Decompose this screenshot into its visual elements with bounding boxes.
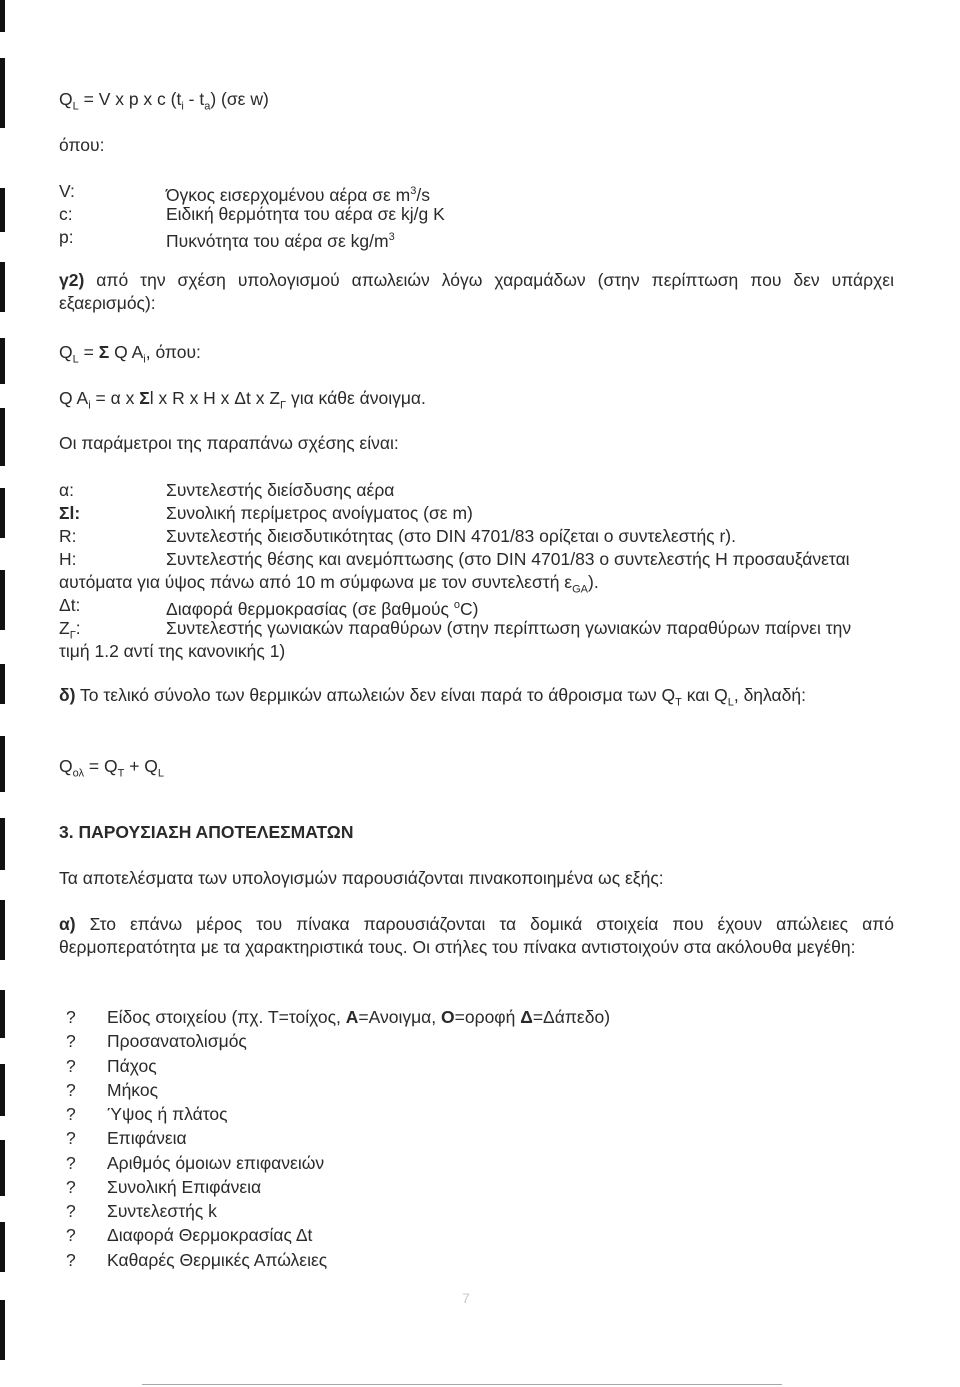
formula-crack-loss-sum: $Q_L = \Sigma$ Q $A_i$, όπου: [59, 342, 201, 366]
bullet-icon: ? [66, 1225, 76, 1245]
list-item: ? Είδος στοιχείου (πχ. Τ=τοίχος, Α=Ανοιγμα, Ο=οροφή Δ=Δάπεδο) [66, 1007, 611, 1027]
bullet-icon: ? [66, 1056, 76, 1076]
bullet-icon: ? [66, 1080, 76, 1100]
parameter-row-alpha: α: Συντελεστής διείσδυσης αέρα [59, 480, 395, 500]
formula-ventilation-loss: $Q_L = V$ x p x c $(t_i - t_a)$ (σε w) [59, 89, 269, 113]
parameter-row-sigma-l: Σl: Συνολική περίμετρος ανοίγματος (σε m) [59, 503, 473, 523]
page-number: 7 [462, 1290, 470, 1306]
definition-text: Όγκος εισερχομένου αέρα σε $m^3/s$ [166, 184, 431, 205]
parameter-row-h-continued: αυτόματα για ύψος πάνω από 10 m σύμφωνα με τον συντελεστή $\varepsilon_{GA}$). [59, 572, 599, 596]
parameter-row-zg: $Z_\Gamma$: Συντελεστής γωνιακών παραθύρων (στην περίπτωση γωνιακών παραθύρων παίρνει την [59, 618, 852, 642]
binding-edge [0, 736, 5, 792]
formula-total-loss: $Q_{o\lambda} = Q_T + Q_L$ [59, 756, 165, 780]
formula-crack-loss-opening: Q $A_i = \alpha$ x Σl x R x H x Δt x $Z_\Gamma$ για κάθε άνοιγμα. [59, 388, 426, 412]
binding-edge [0, 408, 5, 466]
parameter-row-r: R: Συντελεστής διεισδυτικότητας (στο DIN 4701/83 ορίζεται ο συντελεστής r). [59, 526, 736, 546]
bullet-icon: ? [66, 1201, 76, 1221]
definition-row [59, 180, 659, 205]
binding-edge [0, 570, 5, 630]
definition-key: c: [59, 204, 73, 224]
binding-edge [0, 58, 5, 128]
section-heading: 3. ΠΑΡΟΥΣΙΑΣΗ ΑΠΟΤΕΛΕΣΜΑΤΩΝ [59, 822, 354, 842]
paragraph-gamma2: γ2) από την σχέση υπολογισμού απωλειών λόγω χαραμάδων (στην περίπτωση που δεν υπάρχει εξαερισμός): [59, 270, 894, 313]
bullet-icon: ? [66, 1250, 76, 1270]
list-item: ? Διαφορά Θερμοκρασίας Δt [66, 1225, 313, 1245]
definition-key: V: [59, 181, 75, 201]
definition-key: p: [59, 227, 74, 247]
parameter-row-zg-continued: τιμή 1.2 αντί της κανονικής 1) [59, 641, 286, 661]
bullet-icon: ? [66, 1104, 76, 1124]
binding-edge [0, 188, 5, 232]
binding-edge [0, 818, 5, 870]
parameter-row-dt: Δt: Διαφορά θερμοκρασίας (σε βαθμούς $^o$C) [59, 595, 479, 619]
binding-edge [0, 262, 5, 312]
list-item: ? Ύψος ή πλάτος [66, 1104, 228, 1124]
bullet-icon: ? [66, 1007, 76, 1027]
list-item: ? Μήκος [66, 1080, 159, 1100]
results-intro: Τα αποτελέσματα των υπολογισμών παρουσιάζονται πινακοποιημένα ως εξής: [59, 868, 664, 888]
binding-edge [0, 900, 5, 960]
list-item: ? Αριθμός όμοιων επιφανειών [66, 1153, 325, 1173]
definition-text: Πυκνότητα του αέρα σε $kg/m^3$ [166, 230, 395, 251]
bullet-icon: ? [66, 1128, 76, 1148]
binding-edge [0, 1140, 5, 1196]
binding-edge [0, 0, 5, 32]
binding-edge [0, 1064, 5, 1116]
list-item: ? Πάχος [66, 1056, 157, 1076]
parameters-intro: Οι παράμετροι της παραπάνω σχέσης είναι: [59, 433, 399, 453]
bullet-icon: ? [66, 1177, 76, 1197]
where-label: όπου: [59, 135, 105, 155]
bullet-icon: ? [66, 1153, 76, 1173]
definition-row [59, 203, 659, 225]
binding-edge [0, 488, 5, 538]
binding-edge [0, 664, 5, 704]
definition-text: Ειδική θερμότητα του αέρα σε kj/g K [166, 204, 445, 224]
list-item: ? Καθαρές Θερμικές Απώλειες [66, 1250, 328, 1270]
list-item: ? Προσανατολισμός [66, 1031, 247, 1051]
list-item: ? Επιφάνεια [66, 1128, 187, 1148]
list-item: ? Συντελεστής k [66, 1201, 217, 1221]
footer-rule [142, 1384, 782, 1385]
binding-edge [0, 338, 5, 384]
parameter-row-h: H: Συντελεστής θέσης και ανεμόπτωσης (στο DIN 4701/83 ο συντελεστής Η προσαυξάνεται [59, 549, 850, 569]
bullet-icon: ? [66, 1031, 76, 1051]
paragraph-delta: δ) Το τελικό σύνολο των θερμικών απωλειών δεν είναι παρά το άθροισμα των $Q_T$ και $Q_L$, δηλαδή: [59, 685, 806, 709]
list-item: ? Συνολική Επιφάνεια [66, 1177, 262, 1197]
binding-edge [0, 1222, 5, 1272]
definition-row [59, 226, 659, 251]
paragraph-alpha: α) Στο επάνω μέρος του πίνακα παρουσιάζονται τα δομικά στοιχεία που έχουν απώλειες από θερμοπερατότητα με τα χαρακτηριστικά τους. Οι στήλες του πίνακα αντιστοιχούν στα ακόλουθα μεγέθη: [59, 914, 894, 957]
binding-edge [0, 1300, 5, 1360]
binding-edge [0, 990, 5, 1038]
